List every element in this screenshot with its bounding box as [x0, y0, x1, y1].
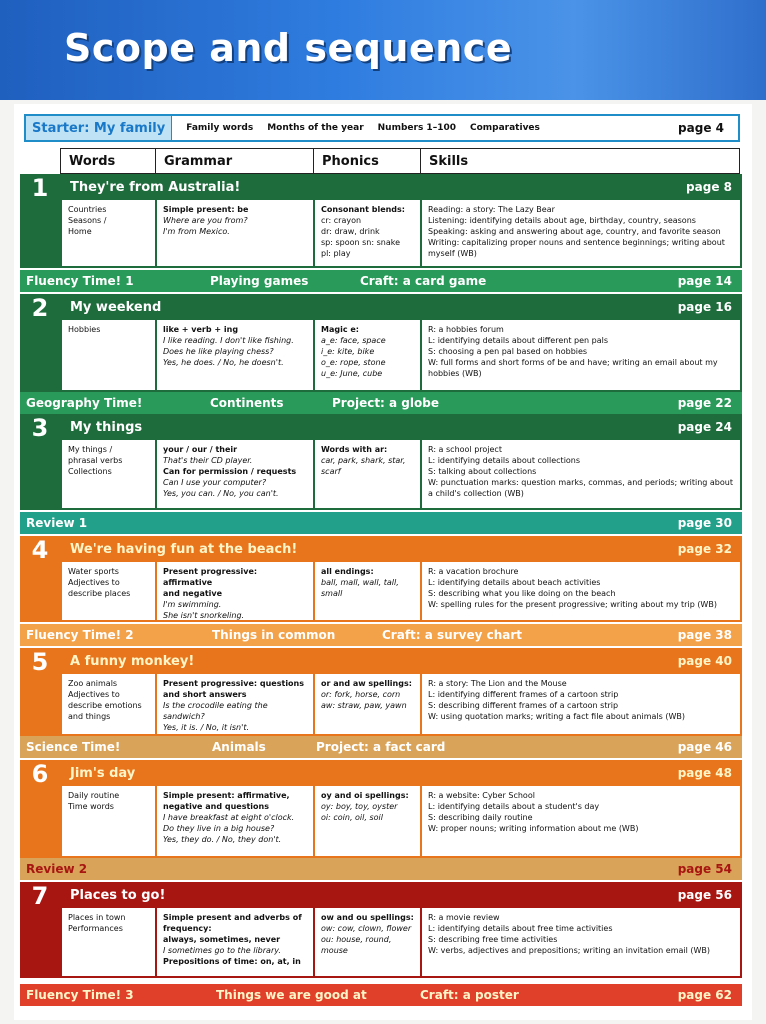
unit-2 — [20, 294, 742, 392]
cell-line: L: identifying details about different pen pals — [428, 336, 608, 345]
unit-number: 6 — [31, 760, 49, 788]
unit-number: 5 — [31, 648, 49, 676]
cell-line: Where are you from? — [163, 216, 248, 225]
cell-line: She isn't snorkeling. — [163, 611, 245, 620]
cell-grammar — [157, 440, 315, 508]
strip-page: page 62 — [677, 988, 732, 1002]
cell-line: or: fork, horse, corn — [321, 690, 401, 699]
strip-activity: Craft: a card game — [360, 274, 487, 288]
cell-line: S: describing daily routine — [428, 813, 533, 822]
unit-number-tab — [20, 882, 60, 978]
cell-phonics — [315, 786, 422, 856]
unit-page: page 24 — [677, 420, 732, 434]
cell-line: Adjectives to — [68, 690, 120, 699]
cell-words — [62, 440, 157, 508]
unit-title-bar — [60, 414, 742, 440]
cell-words — [62, 908, 157, 976]
cell-line: Can for permission / requests — [163, 467, 297, 476]
cell-words — [62, 200, 157, 266]
cell-line: oy: boy, toy, oyster — [321, 802, 398, 811]
unit-content — [60, 562, 742, 622]
unit-title: We're having fun at the beach! — [70, 541, 298, 557]
unit-title-bar — [60, 536, 742, 562]
cell-line: Performances — [68, 924, 123, 933]
starter-title: Starter: My family — [26, 116, 172, 140]
cell-line: and things — [68, 712, 111, 721]
strip-topic: Continents — [210, 396, 284, 410]
unit-number: 4 — [31, 536, 49, 564]
cell-line: Do they live in a big house? — [163, 824, 275, 833]
cell-line: L: identifying details about a student's day — [428, 802, 600, 811]
cell-line: describe emotions — [68, 701, 142, 710]
strip-topic: Playing games — [210, 274, 309, 288]
cell-line: S: describing free time activities — [428, 935, 558, 944]
unit-page: page 48 — [677, 766, 732, 780]
cell-line: Speaking: asking and answering about age, country, and favorite season — [428, 227, 721, 236]
unit-page: page 56 — [677, 888, 732, 902]
cell-line: Zoo animals — [68, 679, 118, 688]
cell-line: oi: coin, oil, soil — [321, 813, 383, 822]
cell-line: Adjectives to — [68, 578, 120, 587]
cell-line: Simple present: be — [163, 205, 249, 214]
unit-title: My things — [70, 419, 143, 435]
cell-line: R: a school project — [428, 445, 502, 454]
cell-line: L: identifying details about beach activities — [428, 578, 601, 587]
section-strip — [20, 512, 742, 534]
strip-title: Science Time! — [26, 740, 121, 754]
unit-content — [60, 908, 742, 978]
cell-line: R: a movie review — [428, 913, 500, 922]
cell-words — [62, 562, 157, 620]
cell-line: dr: draw, drink — [321, 227, 380, 236]
cell-line: ball, mall, wall, tall, — [321, 578, 399, 587]
strip-title: Fluency Time! 3 — [26, 988, 134, 1002]
cell-line: Reading: a story: The Lazy Bear — [428, 205, 555, 214]
cell-line: I like reading. I don't like fishing. — [163, 336, 294, 345]
cell-line: Does he like playing chess? — [163, 347, 274, 356]
unit-4 — [20, 536, 742, 622]
cell-words — [62, 674, 157, 734]
section-strip — [20, 736, 742, 758]
cell-grammar — [157, 320, 315, 390]
section-strip — [20, 858, 742, 880]
cell-line: Prepositions of time: on, at, in — [163, 957, 301, 966]
cell-line: W: proper nouns; writing information about me (WB) — [428, 824, 639, 833]
cell-phonics — [315, 908, 422, 976]
strip-activity: Craft: a survey chart — [382, 628, 523, 642]
cell-grammar — [157, 200, 315, 266]
strip-page: page 14 — [677, 274, 732, 288]
cell-line: o_e: rope, stone — [321, 358, 386, 367]
unit-number: 2 — [31, 294, 49, 322]
cell-line: u_e: June, cube — [321, 369, 383, 378]
cell-line: Home — [68, 227, 92, 236]
cell-line: a_e: face, space — [321, 336, 386, 345]
cell-line: R: a website: Cyber School — [428, 791, 535, 800]
cell-line: i_e: kite, bike — [321, 347, 375, 356]
strip-title: Review 2 — [26, 862, 88, 876]
cell-words — [62, 786, 157, 856]
unit-page: page 32 — [677, 542, 732, 556]
cell-line: I sometimes go to the library. — [163, 946, 281, 955]
cell-line: Writing: capitalizing proper nouns and sentence beginnings; writing about myself (WB) — [428, 238, 725, 258]
header-words: Words — [60, 148, 155, 174]
cell-line: always, sometimes, never — [163, 935, 281, 944]
cell-grammar — [157, 908, 315, 976]
cell-line: W: spelling rules for the present progressive; writing about my trip (WB) — [428, 600, 717, 609]
cell-line: W: using quotation marks; writing a fact file about animals (WB) — [428, 712, 685, 721]
unit-page: page 40 — [677, 654, 732, 668]
cell-skills — [422, 200, 740, 266]
cell-line: S: choosing a pen pal based on hobbies — [428, 347, 588, 356]
strip-activity: Project: a globe — [332, 396, 439, 410]
section-strip — [20, 270, 742, 292]
cell-line: I'm from Mexico. — [163, 227, 230, 236]
unit-number: 7 — [31, 882, 49, 910]
title-banner — [0, 0, 766, 100]
cell-line: and negative — [163, 589, 223, 598]
cell-line: ou: house, round, — [321, 935, 392, 944]
cell-line: ow: cow, clown, flower — [321, 924, 412, 933]
cell-line: Magic e: — [321, 325, 359, 334]
cell-line: I'm swimming. — [163, 600, 222, 609]
cell-line: Daily routine — [68, 791, 120, 800]
cell-skills — [422, 674, 740, 734]
unit-page: page 8 — [686, 180, 732, 194]
unit-number: 3 — [31, 414, 49, 442]
starter-item: Months of the year — [267, 123, 364, 133]
strip-activity: Craft: a poster — [420, 988, 519, 1002]
cell-line: W: full forms and short forms of be and have; writing an email about my hobbies (WB) — [428, 358, 718, 378]
cell-line: W: verbs, adjectives and prepositions; writing an invitation email (WB) — [428, 946, 711, 955]
unit-3 — [20, 414, 742, 510]
unit-6 — [20, 760, 742, 858]
unit-title: A funny monkey! — [70, 653, 195, 669]
cell-line: ow and ou spellings: — [321, 913, 414, 922]
strip-topic: Things in common — [212, 628, 336, 642]
starter-item: Family words — [186, 123, 254, 133]
section-strip — [20, 984, 742, 1006]
cell-line: Yes, you can. / No, you can't. — [163, 489, 279, 498]
cell-phonics — [315, 440, 422, 508]
cell-line: small — [321, 589, 343, 598]
strip-page: page 22 — [677, 396, 732, 410]
unit-content — [60, 200, 742, 268]
cell-line: Hobbies — [68, 325, 101, 334]
unit-title-bar — [60, 882, 742, 908]
unit-title-bar — [60, 760, 742, 786]
section-strip — [20, 624, 742, 646]
cell-line: Present progressive: affirmative — [163, 567, 258, 587]
cell-line: phrasal verbs — [68, 456, 123, 465]
cell-phonics — [315, 674, 422, 734]
cell-skills — [422, 320, 740, 390]
cell-line: or and aw spellings: — [321, 679, 412, 688]
cell-phonics — [315, 562, 422, 620]
unit-5 — [20, 648, 742, 736]
starter-page: page 4 — [678, 121, 724, 135]
unit-number: 1 — [31, 174, 49, 202]
cell-line: cr: crayon — [321, 216, 362, 225]
cell-grammar — [157, 562, 315, 620]
cell-line: frequency: — [163, 924, 212, 933]
unit-title-bar — [60, 648, 742, 674]
cell-line: S: talking about collections — [428, 467, 537, 476]
unit-number-tab — [20, 760, 60, 858]
cell-line: I have breakfast at eight o'clock. — [163, 813, 295, 822]
cell-skills — [422, 908, 740, 976]
header-phonics: Phonics — [313, 148, 420, 174]
cell-line: L: identifying details about collections — [428, 456, 581, 465]
unit-title: Places to go! — [70, 887, 166, 903]
unit-1 — [20, 174, 742, 268]
cell-line: Time words — [68, 802, 114, 811]
cell-line: R: a story: The Lion and the Mouse — [428, 679, 567, 688]
cell-line: My things / — [68, 445, 113, 454]
cell-line: L: identifying details about free time activities — [428, 924, 613, 933]
cell-line: W: punctuation marks: question marks, commas, and periods; writing about a child's collection (WB) — [428, 478, 733, 498]
cell-skills — [422, 562, 740, 620]
starter-item: Comparatives — [469, 123, 540, 133]
strip-page: page 30 — [677, 516, 732, 530]
cell-line: R: a hobbies forum — [428, 325, 504, 334]
cell-line: scarf — [321, 467, 341, 476]
unit-number-tab — [20, 174, 60, 268]
cell-grammar — [157, 786, 315, 856]
cell-line: Present progressive: questions — [163, 679, 305, 688]
cell-line: Listening: identifying details about age, birthday, country, seasons — [428, 216, 696, 225]
cell-line: Water sports — [68, 567, 119, 576]
unit-number-tab — [20, 414, 60, 510]
strip-title: Review 1 — [26, 516, 88, 530]
cell-phonics — [315, 200, 422, 266]
page-title: Scope and sequence — [64, 26, 513, 70]
cell-line: R: a vacation brochure — [428, 567, 519, 576]
cell-line: Consonant blends: — [321, 205, 405, 214]
unit-number-tab — [20, 294, 60, 392]
strip-activity: Project: a fact card — [316, 740, 446, 754]
cell-line: S: describing what you like doing on the beach — [428, 589, 616, 598]
unit-title-bar — [60, 294, 742, 320]
unit-title: They're from Australia! — [70, 179, 241, 195]
cell-line: Countries — [68, 205, 107, 214]
cell-line: car, park, shark, star, — [321, 456, 406, 465]
cell-line: Yes, he does. / No, he doesn't. — [163, 358, 284, 367]
unit-title-bar — [60, 174, 742, 200]
unit-page: page 16 — [677, 300, 732, 314]
cell-line: Seasons / — [68, 216, 107, 225]
unit-content — [60, 786, 742, 858]
starter-row — [24, 114, 740, 142]
strip-topic: Animals — [212, 740, 266, 754]
unit-7 — [20, 882, 742, 978]
unit-content — [60, 440, 742, 510]
cell-line: Places in town — [68, 913, 126, 922]
cell-line: aw: straw, paw, yawn — [321, 701, 407, 710]
header-grammar: Grammar — [155, 148, 313, 174]
cell-line: sp: spoon sn: snake — [321, 238, 401, 247]
unit-number-tab — [20, 536, 60, 622]
cell-line: Words with ar: — [321, 445, 388, 454]
strip-topic: Things we are good at — [216, 988, 367, 1002]
unit-title: Jim's day — [70, 765, 136, 781]
cell-grammar — [157, 674, 315, 734]
cell-line: Collections — [68, 467, 112, 476]
cell-line: Is the crocodile eating the sandwich? — [163, 701, 268, 721]
cell-line: mouse — [321, 946, 348, 955]
strip-title: Fluency Time! 1 — [26, 274, 134, 288]
cell-line: That's their CD player. — [163, 456, 253, 465]
strip-title: Geography Time! — [26, 396, 143, 410]
unit-number-tab — [20, 648, 60, 736]
cell-words — [62, 320, 157, 390]
cell-skills — [422, 440, 740, 508]
cell-line: pl: play — [321, 249, 351, 258]
cell-line: Simple present: affirmative, — [163, 791, 290, 800]
strip-page: page 54 — [677, 862, 732, 876]
section-strip — [20, 392, 742, 414]
unit-content — [60, 674, 742, 736]
cell-line: Yes, they do. / No, they don't. — [163, 835, 282, 844]
cell-line: L: identifying different frames of a cartoon strip — [428, 690, 619, 699]
cell-line: your / our / their — [163, 445, 238, 454]
cell-line: like + verb + ing — [163, 325, 239, 334]
cell-line: all endings: — [321, 567, 374, 576]
cell-line: Yes, it is. / No, it isn't. — [163, 723, 250, 732]
cell-phonics — [315, 320, 422, 390]
cell-line: Can I use your computer? — [163, 478, 267, 487]
unit-title: My weekend — [70, 299, 162, 315]
header-skills: Skills — [420, 148, 740, 174]
unit-content — [60, 320, 742, 392]
starter-item: Numbers 1–100 — [377, 123, 456, 133]
strip-page: page 38 — [677, 628, 732, 642]
cell-line: S: describing different frames of a cartoon strip — [428, 701, 619, 710]
cell-line: Simple present and adverbs of — [163, 913, 302, 922]
cell-line: and short answers — [163, 690, 247, 699]
strip-title: Fluency Time! 2 — [26, 628, 134, 642]
cell-line: describe places — [68, 589, 131, 598]
cell-skills — [422, 786, 740, 856]
strip-page: page 46 — [677, 740, 732, 754]
cell-line: oy and oi spellings: — [321, 791, 409, 800]
cell-line: negative and questions — [163, 802, 269, 811]
